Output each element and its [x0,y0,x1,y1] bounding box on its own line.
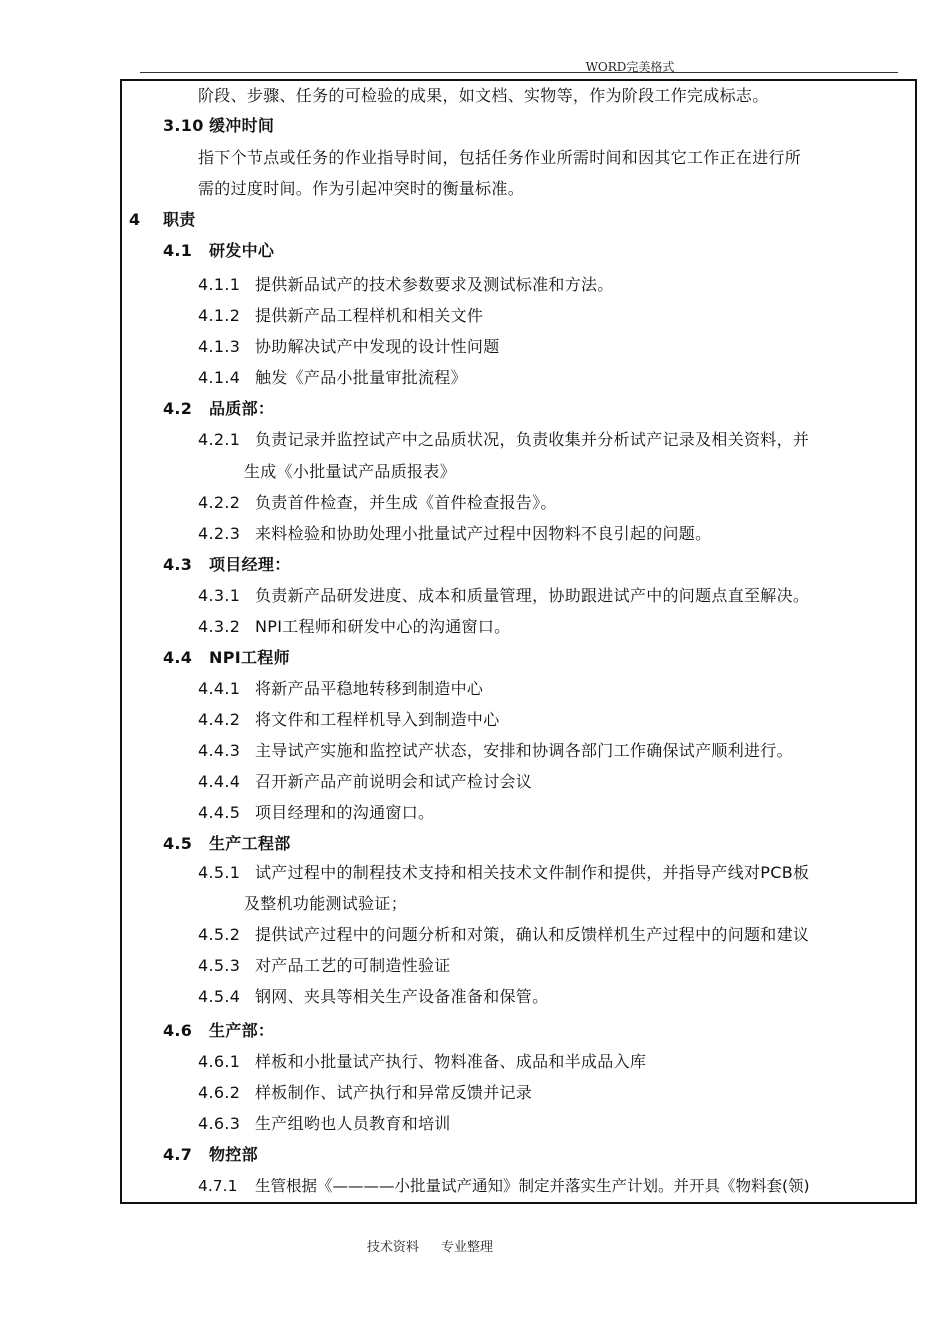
item-4-5-4 [198,986,548,1008]
item-text: 提供新产品工程样机和相关文件 [255,306,484,325]
para-deliverables-cont: 阶段、步骤、任务的可检验的成果，如文档、实物等，作为阶段工作完成标志。 [198,86,769,105]
item-text: 提供新品试产的技术参数要求及测试标准和方法。 [255,275,614,294]
item-text: 对产品工艺的可制造性验证 [255,956,451,975]
page-footer: 技术资料 专业整理 [366,1240,494,1255]
item-text: 负责记录并监控试产中之品质状况，负责收集并分析试产记录及相关资料，并 [255,430,810,449]
item-number: 4.4.4 [198,772,241,791]
item-4-6-2 [198,1082,532,1104]
section-title: 生产部： [209,1021,275,1040]
item-4-3-1 [198,585,809,607]
item-text: 生管根据《————小批量试产通知》制定并落实生产计划。并开具《物料套(领) [255,1177,810,1195]
item-4-2-2 [198,492,557,514]
item-text: 样板制作、试产执行和异常反馈并记录 [255,1083,533,1102]
section-number: 4.7 [163,1145,193,1164]
item-number: 4.4.1 [198,679,241,698]
section-title: 职责 [163,210,196,229]
item-number: 4.4.3 [198,741,241,760]
item-number: 4.5.3 [198,956,241,975]
section-number: 4.3 [163,555,193,574]
section-4-5-heading [163,833,291,855]
item-number: 4.3.1 [198,586,241,605]
item-text: 将新产品平稳地转移到制造中心 [255,679,484,698]
item-4-7-1 [198,1175,810,1197]
item-text: 负责首件检查，并生成《首件检查报告》。 [255,493,557,512]
item-number: 4.5.4 [198,987,241,1006]
item-4-4-2 [198,709,500,731]
item-4-2-1 [198,429,809,451]
item-text: 将文件和工程样机导入到制造中心 [255,710,500,729]
item-number: 4.5.1 [198,863,241,882]
item-4-1-4 [198,367,467,389]
item-number: 4.4.5 [198,803,241,822]
item-4-1-1 [198,274,614,296]
item-number: 4.2.3 [198,524,241,543]
section-4-heading [129,209,196,231]
section-number: 4.2 [163,399,193,418]
item-text: 钢网、夹具等相关生产设备准备和保管。 [255,987,549,1006]
item-4-2-3 [198,523,711,545]
item-4-5-3 [198,955,451,977]
item-text: 项目经理和的沟通窗口。 [255,803,435,822]
section-title: 生产工程部 [209,834,291,853]
section-title: 项目经理： [209,555,291,574]
item-4-5-1-cont: 及整机功能测试验证； [244,894,408,913]
item-4-4-3 [198,740,793,762]
item-4-4-4 [198,771,532,793]
item-text: 样板和小批量试产执行、物料准备、成品和半成品入库 [255,1052,647,1071]
item-4-1-2 [198,305,483,327]
section-title: NPI工程师 [209,648,290,667]
section-4-2-heading [163,398,274,420]
item-number: 4.6.2 [198,1083,241,1102]
item-text: 协助解决试产中发现的设计性问题 [255,337,500,356]
item-4-5-1 [198,862,809,884]
item-number: 4.6.3 [198,1114,241,1133]
item-4-6-1 [198,1051,646,1073]
item-number: 4.4.2 [198,710,241,729]
section-title: 缓冲时间 [209,116,275,135]
item-number: 4.3.2 [198,617,241,636]
item-text: 负责新产品研发进度、成本和质量管理，协助跟进试产中的问题点直至解决。 [255,586,810,605]
section-4-3-heading [163,554,291,576]
item-4-4-5 [198,802,434,824]
section-4-6-heading [163,1020,274,1042]
section-number: 4.6 [163,1021,193,1040]
section-4-4-heading [163,647,290,669]
item-4-5-2 [198,924,809,946]
item-number: 4.1.1 [198,275,241,294]
item-number: 4.7.1 [198,1177,238,1195]
section-number: 3.10 [163,116,204,135]
item-text: 试产过程中的制程技术支持和相关技术文件制作和提供，并指导产线对PCB板 [255,863,810,882]
item-text: 主导试产实施和监控试产状态，安排和协调各部门工作确保试产顺利进行。 [255,741,793,760]
section-number: 4 [129,210,141,229]
section-title: 研发中心 [209,241,275,260]
para-buffer-line2: 需的过度时间。作为引起冲突时的衡量标准。 [198,179,525,198]
page-header-title: WORD完美格式 [585,60,675,74]
item-number: 4.1.4 [198,368,241,387]
item-text: 触发《产品小批量审批流程》 [255,368,467,387]
item-text: 来料检验和协助处理小批量试产过程中因物料不良引起的问题。 [255,524,712,543]
item-4-6-3 [198,1113,451,1135]
section-number: 4.1 [163,241,193,260]
item-number: 4.1.3 [198,337,241,356]
item-number: 4.2.1 [198,430,241,449]
section-3-10-heading [163,115,274,137]
item-4-3-2 [198,616,510,638]
section-number: 4.5 [163,834,193,853]
section-number: 4.4 [163,648,193,667]
item-number: 4.1.2 [198,306,241,325]
item-number: 4.5.2 [198,925,241,944]
item-text: 生产组哟也人员教育和培训 [255,1114,451,1133]
item-number: 4.6.1 [198,1052,241,1071]
item-4-4-1 [198,678,483,700]
item-text: 召开新产品产前说明会和试产检讨会议 [255,772,533,791]
section-4-1-heading [163,240,274,262]
section-4-7-heading [163,1144,258,1166]
item-4-2-1-cont: 生成《小批量试产品质报表》 [244,462,456,481]
section-title: 品质部： [209,399,275,418]
section-title: 物控部 [209,1145,258,1164]
header-rule [140,72,898,73]
item-4-1-3 [198,336,500,358]
item-number: 4.2.2 [198,493,241,512]
item-text: NPI工程师和研发中心的沟通窗口。 [255,617,511,636]
para-buffer-line1: 指下个节点或任务的作业指导时间，包括任务作业所需时间和因其它工作正在进行所 [198,148,802,167]
item-text: 提供试产过程中的问题分析和对策，确认和反馈样机生产过程中的问题和建议 [255,925,810,944]
